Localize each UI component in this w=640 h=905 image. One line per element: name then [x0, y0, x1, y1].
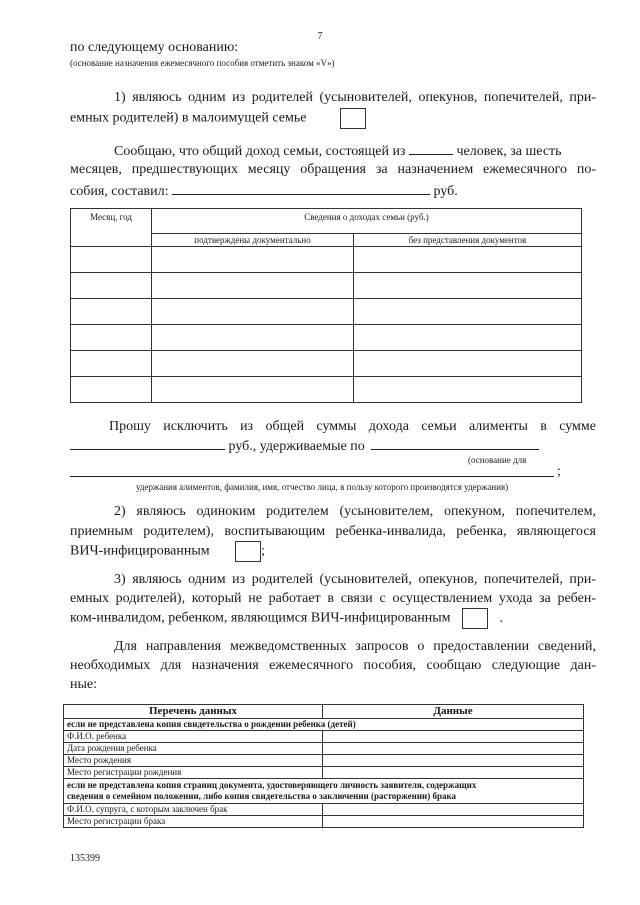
option3-checkbox[interactable] [462, 608, 488, 629]
basis-heading: по следующему основанию: [70, 40, 239, 55]
interagency-line2: необходимых для назначения ежемесячного пособия, сообщаю следующие дан- [70, 658, 596, 673]
alimony-basis-field[interactable] [371, 435, 539, 450]
income-row-1-undocumented[interactable] [354, 247, 582, 273]
income-row-3-undocumented[interactable] [354, 299, 582, 325]
option1-line2 [70, 108, 366, 129]
option2-line3 [70, 541, 265, 562]
alimony-line1: Прошу исключить из общей суммы дохода семьи алименты в сумме [109, 419, 596, 434]
data-table [63, 704, 584, 828]
income-line1b: человек, за шесть [456, 144, 562, 159]
family-size-field[interactable] [409, 140, 453, 155]
income-row-2-documented[interactable] [152, 273, 354, 299]
section1-row-label: Дата рождения ребенка [64, 743, 323, 755]
income-row-4-undocumented[interactable] [354, 325, 582, 351]
income-row-2-undocumented[interactable] [354, 273, 582, 299]
income-row-2-month[interactable] [71, 273, 152, 299]
interagency-line1: Для направления межведомственных запросов о предоставлении сведений, [114, 639, 596, 654]
income-row-6-month[interactable] [71, 377, 152, 403]
income-line2: месяцев, предшествующих месяцу обращения за назначением ежемесячного по- [70, 162, 596, 177]
income-row-1-documented[interactable] [152, 247, 354, 273]
option2-line1: 2) являюсь одиноким родителем (усыновителем, опекуном, попечителем, [114, 504, 596, 519]
option1-line2-text: емных родителей) в малоимущей семье [70, 110, 307, 126]
alimony-basis-field-2[interactable] [70, 462, 554, 477]
col-documented-header: подтверждены документально [152, 234, 354, 247]
col-list-header: Перечень данных [64, 705, 323, 719]
option1-line1: 1) являюсь одним из родителей (усыновителей, опекунов, попечителей, при- [114, 90, 596, 105]
option1-checkbox[interactable] [340, 108, 366, 129]
footer-code: 135399 [70, 853, 100, 864]
section2-header-line2: сведения о семейном положении, либо копия свидетельства о заключении (расторжении) брака [67, 791, 457, 801]
col-group-header: Сведения о доходах семьи (руб.) [152, 209, 582, 234]
col-month-header: Месяц, год [71, 209, 152, 247]
option2-checkbox[interactable] [235, 541, 261, 562]
section1-row-value[interactable] [323, 767, 584, 779]
option2-line3-text: ВИЧ-инфицированным [70, 543, 210, 559]
income-line1a: Сообщаю, что общий доход семьи, состоящей из [114, 144, 406, 159]
section2-header [64, 779, 584, 804]
basis-note: (основание назначения ежемесячного пособия отметить знаком «V») [70, 58, 335, 68]
section1-header: если не представлена копия свидетельства о рождении ребенка (детей) [64, 719, 584, 731]
income-line3 [70, 180, 458, 202]
option3-line1: 3) являюсь одним из родителей (усыновителей, опекунов, попечителей, при- [114, 572, 596, 587]
income-row-3-month[interactable] [71, 299, 152, 325]
alimony-semicolon: ; [557, 464, 561, 479]
option2-line2: приемным родителем), воспитывающим ребенка-инвалида, ребенка, являющегося [70, 524, 596, 539]
option2-end: ; [261, 543, 266, 559]
income-table [70, 208, 582, 403]
income-row-1-month[interactable] [71, 247, 152, 273]
section1-row-label: Место регистрации рождения [64, 767, 323, 779]
section2-row-label: Ф.И.О. супруга, с которым заключен брак [64, 804, 323, 816]
income-row-4-documented[interactable] [152, 325, 354, 351]
option3-line2: емных родителей), который не работает в связи с осуществлением ухода за ребен- [70, 591, 596, 606]
option3-end: . [499, 610, 503, 626]
income-row-3-documented[interactable] [152, 299, 354, 325]
alimony-amount-field[interactable] [70, 435, 225, 450]
section2-row-value[interactable] [323, 816, 584, 828]
section2-row-label: Место регистрации брака [64, 816, 323, 828]
option3-line3 [70, 608, 503, 629]
alimony-line2a: руб., удерживаемые по [228, 439, 365, 454]
income-line3b: руб. [433, 184, 458, 199]
income-row-6-documented[interactable] [152, 377, 354, 403]
section2-row-value[interactable] [323, 804, 584, 816]
section1-row-value[interactable] [323, 743, 584, 755]
col-data-header: Данные [323, 705, 584, 719]
col-undocumented-header: без представления документов [354, 234, 582, 247]
section1-row-label: Место рождения [64, 755, 323, 767]
page-number: 7 [317, 31, 323, 42]
income-line1 [114, 140, 562, 162]
alimony-note1: (основание для [468, 455, 527, 465]
alimony-note2: удержания алиментов, фамилия, имя, отчество лица, в пользу которого производятся удержания) [136, 482, 509, 492]
income-row-5-month[interactable] [71, 351, 152, 377]
interagency-line3: ные: [70, 677, 98, 692]
section1-row-value[interactable] [323, 755, 584, 767]
option3-line3-text: ком-инвалидом, ребенком, являющимся ВИЧ-инфицированным [70, 610, 451, 626]
income-row-6-undocumented[interactable] [354, 377, 582, 403]
section2-header-line1: если не представлена копия страниц документа, удостоверяющего личность заявителя, содержащих [67, 780, 477, 790]
total-income-field[interactable] [172, 180, 430, 195]
section1-row-value[interactable] [323, 731, 584, 743]
income-row-5-documented[interactable] [152, 351, 354, 377]
section1-row-label: Ф.И.О. ребенка [64, 731, 323, 743]
income-line3a: собия, составил: [70, 184, 169, 199]
income-row-5-undocumented[interactable] [354, 351, 582, 377]
income-row-4-month[interactable] [71, 325, 152, 351]
